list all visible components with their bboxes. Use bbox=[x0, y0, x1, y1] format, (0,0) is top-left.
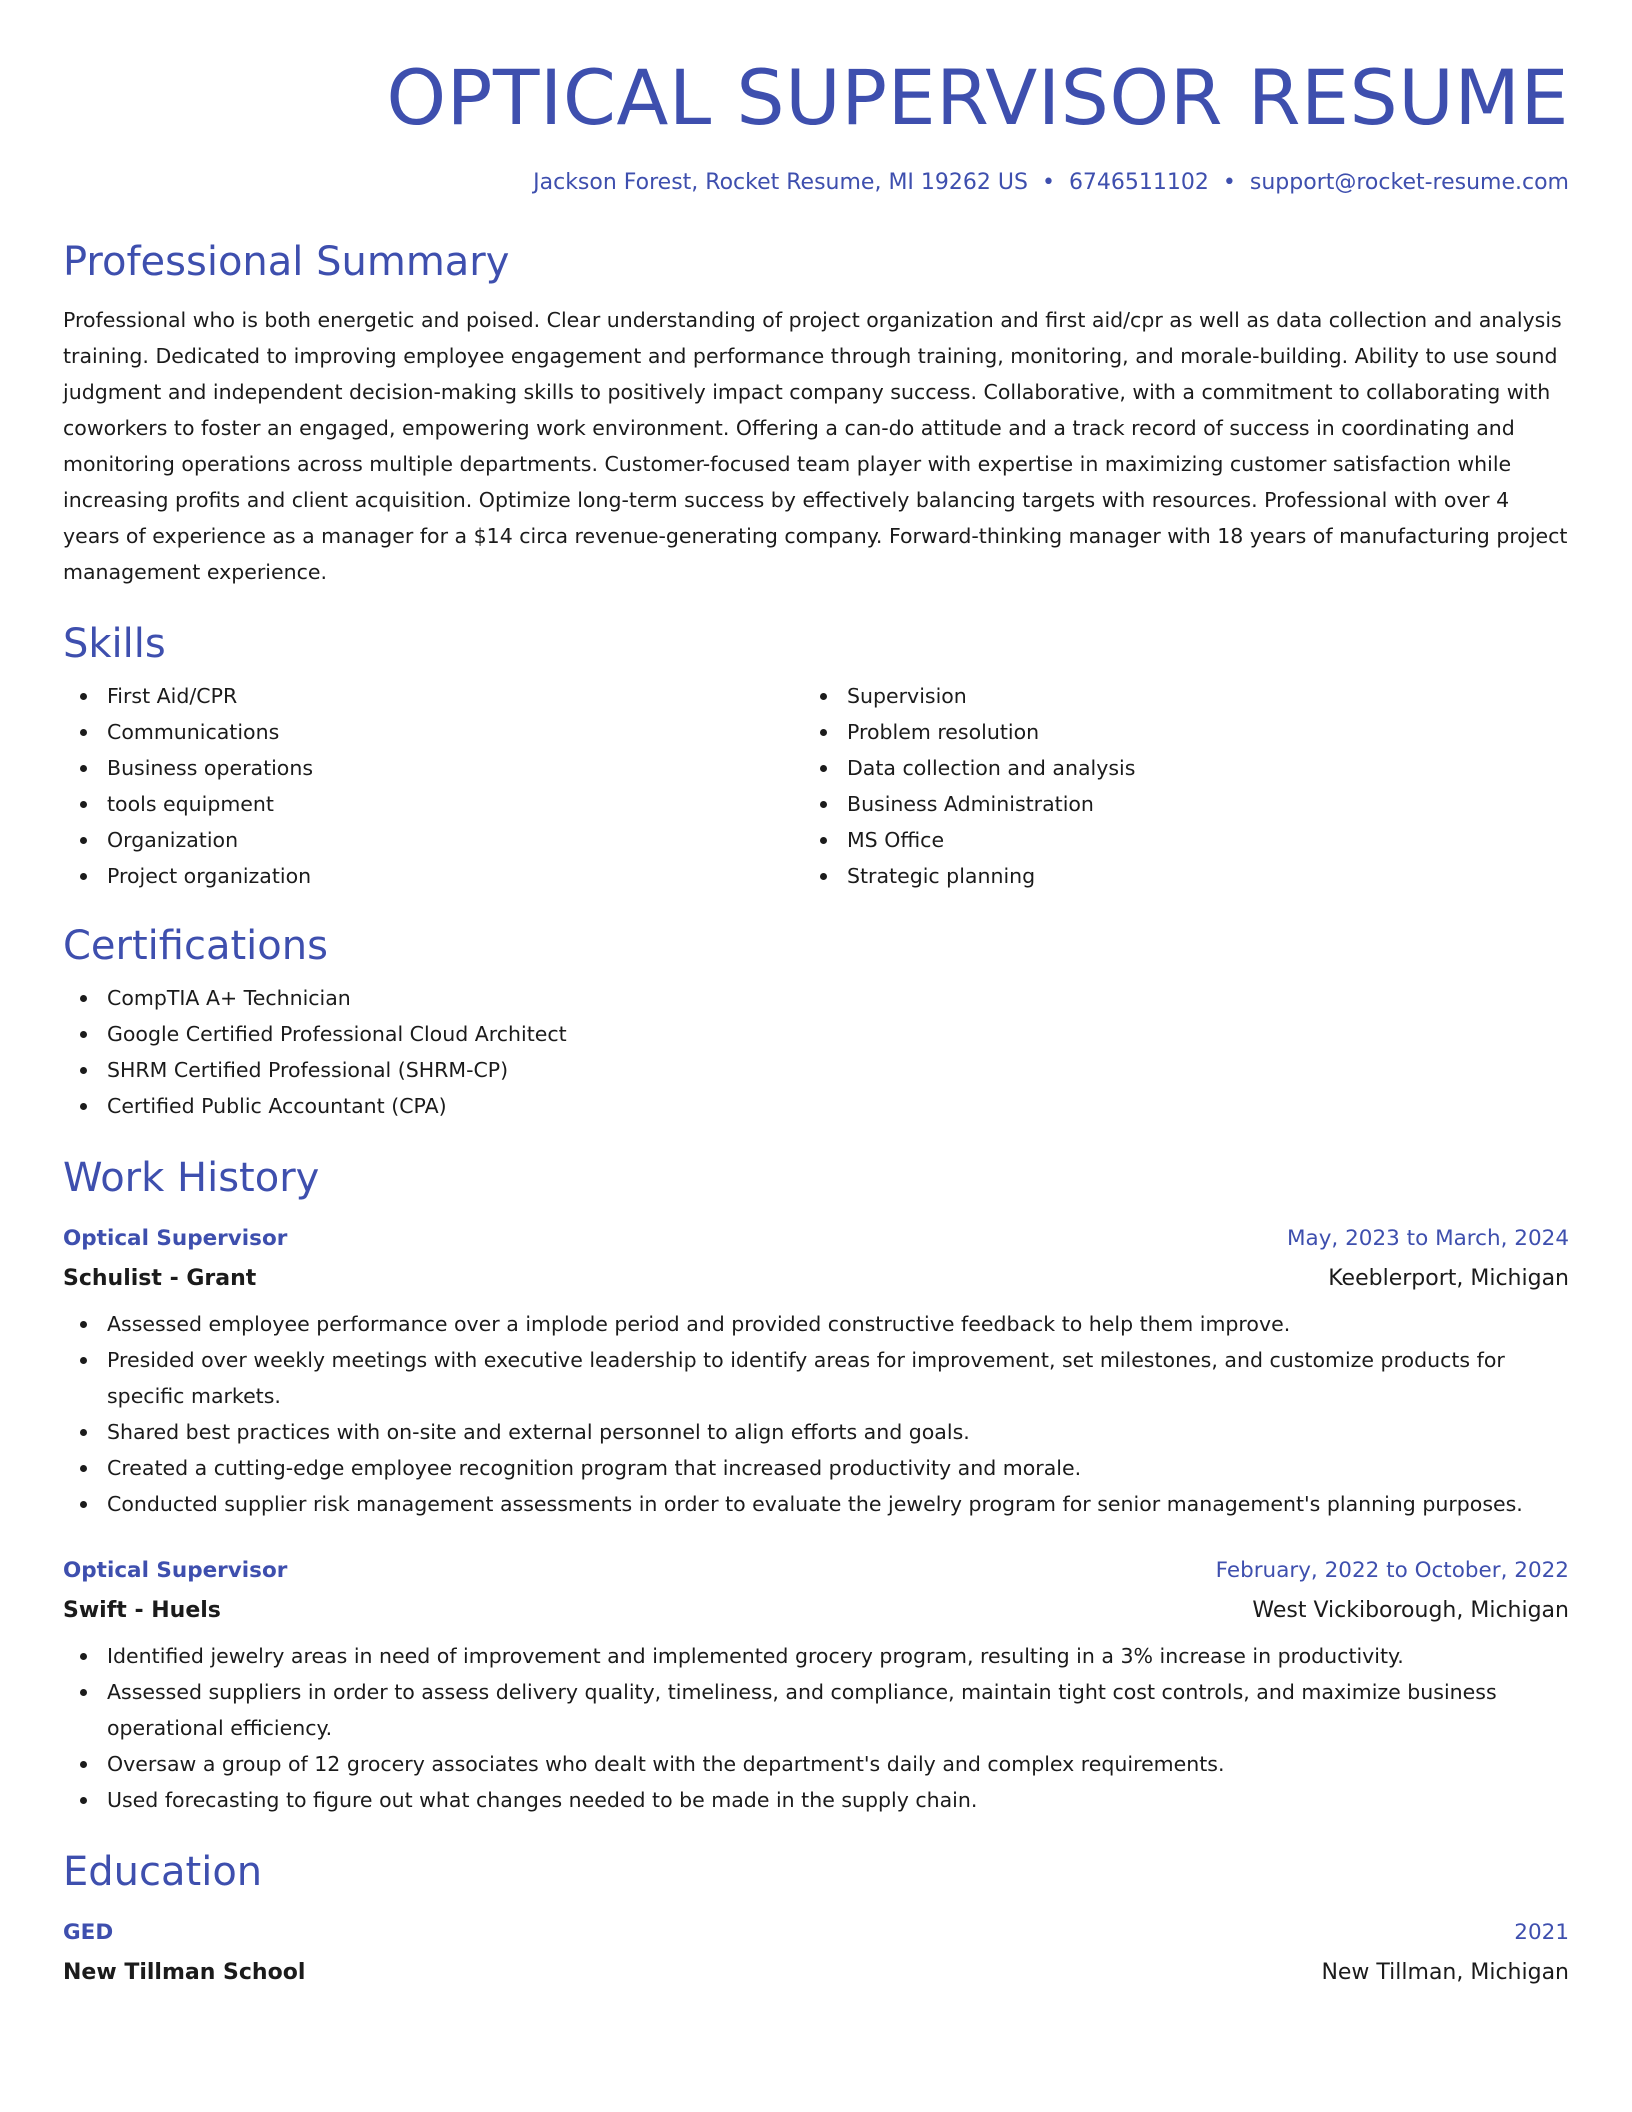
education-school-row bbox=[63, 1958, 1569, 1988]
skill-item: MS Office bbox=[803, 822, 1543, 858]
job-dates: May, 2023 to March, 2024 bbox=[1286, 1225, 1569, 1251]
job-title-row bbox=[63, 1556, 1569, 1586]
skill-item: Organization bbox=[63, 822, 803, 858]
skill-item: Business operations bbox=[63, 750, 803, 786]
contact-email[interactable]: support@rocket-resume.com bbox=[1249, 169, 1569, 195]
contact-line bbox=[63, 170, 1569, 196]
job-company-row bbox=[63, 1264, 1569, 1294]
certification-item: Google Certified Professional Cloud Architect bbox=[63, 1016, 1569, 1052]
job-bullets bbox=[63, 1638, 1569, 1818]
job-bullet: Shared best practices with on-site and external personnel to align efforts and goals. bbox=[63, 1414, 1569, 1450]
certification-item: Certified Public Accountant (CPA) bbox=[63, 1088, 1569, 1124]
certifications-list bbox=[63, 980, 1569, 1124]
certification-item: SHRM Certified Professional (SHRM-CP) bbox=[63, 1052, 1569, 1088]
job-company: Swift - Huels bbox=[63, 1597, 221, 1623]
skills-heading: Skills bbox=[63, 620, 166, 667]
contact-separator: • bbox=[1222, 169, 1236, 195]
job-bullet: Used forecasting to figure out what changes needed to be made in the supply chain. bbox=[63, 1782, 1569, 1818]
skill-item: Data collection and analysis bbox=[803, 750, 1543, 786]
skill-item: Strategic planning bbox=[803, 858, 1543, 894]
job-bullet: Assessed suppliers in order to assess delivery quality, timeliness, and compliance, maintain tight cost controls, and maximize business operational efficiency. bbox=[63, 1674, 1569, 1746]
skill-item: Problem resolution bbox=[803, 714, 1543, 750]
skills-list-left bbox=[63, 678, 803, 894]
job-company-row bbox=[63, 1596, 1569, 1626]
job-entry bbox=[63, 1224, 1569, 1522]
summary-text: Professional who is both energetic and poised. Clear understanding of project organization and first aid/cpr as well as data collection and analysis training. Dedicated to improving employee engagement and performance through training, monitoring, and morale-building. Ability to use sound judgment and independent decision-making skills to positively impact company success. Collaborative, with a commitment to collaborating with coworkers to foster an engaged, empowering work environment. Offering a can-do attitude and a track record of success in coordinating and monitoring operations across multiple departments. Customer-focused team player with expertise in maximizing customer satisfaction while increasing profits and client acquisition. Optimize long-term success by effectively balancing targets with resources. Professional with over 4 years of experience as a manager for a $14 circa revenue-generating company. Forward-thinking manager with 18 years of manufacturing project management experience. bbox=[63, 307, 1568, 584]
resume-title: OPTICAL SUPERVISOR RESUME bbox=[386, 53, 1569, 142]
job-bullet: Created a cutting-edge employee recognition program that increased productivity and morale. bbox=[63, 1450, 1569, 1486]
contact-address: Jackson Forest, Rocket Resume, MI 19262 US bbox=[533, 169, 1028, 195]
resume-header bbox=[63, 53, 1569, 196]
job-title: Optical Supervisor bbox=[63, 1557, 288, 1583]
job-bullet: Presided over weekly meetings with executive leadership to identify areas for improvement, set milestones, and customize products for specific markets. bbox=[63, 1342, 1569, 1414]
education-school: New Tillman School bbox=[63, 1959, 306, 1985]
skill-item: tools equipment bbox=[63, 786, 803, 822]
job-entry bbox=[63, 1556, 1569, 1818]
skills-list-right bbox=[803, 678, 1543, 894]
education-degree: GED bbox=[63, 1919, 114, 1945]
contact-phone[interactable]: 6746511102 bbox=[1068, 169, 1209, 195]
education-entry bbox=[63, 1918, 1569, 1988]
education-degree-row bbox=[63, 1918, 1569, 1948]
education-location: New Tillman, Michigan bbox=[1321, 1959, 1569, 1985]
job-dates: February, 2022 to October, 2022 bbox=[1215, 1557, 1569, 1583]
skill-item: Communications bbox=[63, 714, 803, 750]
contact-separator: • bbox=[1041, 169, 1055, 195]
job-title: Optical Supervisor bbox=[63, 1225, 288, 1251]
job-location: Keeblerport, Michigan bbox=[1328, 1265, 1569, 1291]
job-bullet: Oversaw a group of 12 grocery associates who dealt with the department's daily and complex requirements. bbox=[63, 1746, 1569, 1782]
summary-heading: Professional Summary bbox=[63, 238, 510, 285]
skill-item: First Aid/CPR bbox=[63, 678, 803, 714]
education-year: 2021 bbox=[1514, 1919, 1569, 1945]
certification-item: CompTIA A+ Technician bbox=[63, 980, 1569, 1016]
job-title-row bbox=[63, 1224, 1569, 1254]
job-company: Schulist - Grant bbox=[63, 1265, 257, 1291]
job-bullets bbox=[63, 1306, 1569, 1522]
job-bullet: Assessed employee performance over a implode period and provided constructive feedback to help them improve. bbox=[63, 1306, 1569, 1342]
certifications-heading: Certifications bbox=[63, 922, 328, 969]
work-history-heading: Work History bbox=[63, 1154, 320, 1201]
skill-item: Business Administration bbox=[803, 786, 1543, 822]
skill-item: Project organization bbox=[63, 858, 803, 894]
skill-item: Supervision bbox=[803, 678, 1543, 714]
job-location: West Vickiborough, Michigan bbox=[1252, 1597, 1569, 1623]
education-heading: Education bbox=[63, 1848, 263, 1895]
job-bullet: Identified jewelry areas in need of improvement and implemented grocery program, resulting in a 3% increase in productivity. bbox=[63, 1638, 1569, 1674]
skills-grid bbox=[63, 678, 1569, 894]
job-bullet: Conducted supplier risk management assessments in order to evaluate the jewelry program for senior management's planning purposes. bbox=[63, 1486, 1569, 1522]
